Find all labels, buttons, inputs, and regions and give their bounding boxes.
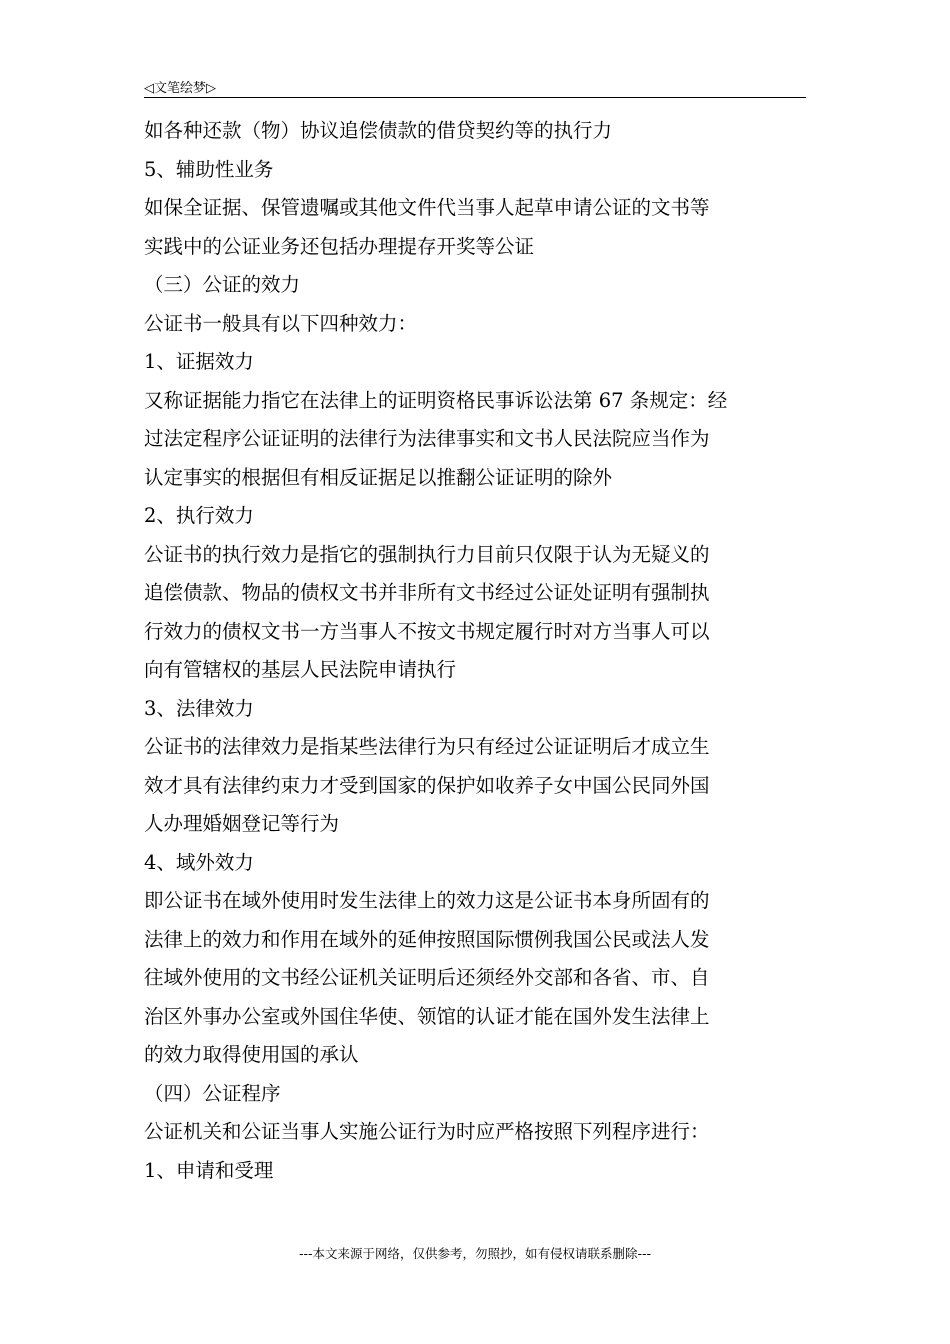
section-heading: 2、执行效力 — [144, 504, 254, 527]
text-line: 即公证书在域外使用时发生法律上的效力这是公证书本身所固有的 — [144, 889, 710, 912]
text-line: 如各种还款（物）协议追偿债款的借贷契约等的执行力 — [144, 119, 613, 142]
text-line: 如保全证据、保管遗嘱或其他文件代当事人起草申请公证的文书等 — [144, 196, 710, 219]
text-line: 人办理婚姻登记等行为 — [144, 812, 340, 835]
text-line: 又称证据能力指它在法律上的证明资格民事诉讼法第 67 条规定：经 — [144, 388, 728, 412]
section-heading: 5、辅助性业务 — [144, 157, 274, 181]
text-line: 实践中的公证业务还包括办理提存开奖等公证 — [144, 234, 535, 258]
text-line: 过法定程序公证证明的法律行为法律事实和文书人民法院应当作为 — [144, 427, 710, 450]
section-heading: 4、域外效力 — [144, 850, 254, 874]
page-footer: ---本文来源于网络，仅供参考，勿照抄，如有侵权请联系删除--- — [298, 1246, 652, 1261]
section-heading: 1、证据效力 — [144, 350, 254, 373]
text-line: 公证书一般具有以下四种效力： — [144, 311, 418, 335]
text-line: 追偿债款、物品的债权文书并非所有文书经过公证处证明有强制执 — [144, 581, 710, 604]
text-line: 公证书的执行效力是指它的强制执行力目前只仅限于认为无疑义的 — [144, 542, 710, 566]
header-rule — [144, 97, 806, 98]
text-line: 往域外使用的文书经公证机关证明后还须经外交部和各省、市、自 — [144, 966, 710, 989]
text-line: 公证书的法律效力是指某些法律行为只有经过公证证明后才成立生 — [144, 735, 710, 758]
text-line: 的效力取得使用国的承认 — [144, 1043, 359, 1066]
section-heading: （四）公证程序 — [144, 1081, 281, 1105]
text-line: 效才具有法律约束力才受到国家的保护如收养子女中国公民同外国 — [144, 773, 710, 797]
text-line: 法律上的效力和作用在域外的延伸按照国际惯例我国公民或法人发 — [144, 927, 710, 951]
page-header — [144, 74, 806, 98]
text-line: 治区外事办公室或外国住华使、领馆的认证才能在国外发生法律上 — [144, 1004, 710, 1028]
header-brand: ◁文笔绘梦▷ — [144, 81, 216, 96]
text-line: 向有管辖权的基层人民法院申请执行 — [144, 658, 457, 681]
section-heading: 3、法律效力 — [144, 696, 254, 720]
document-body — [144, 112, 806, 1190]
text-line: 认定事实的根据但有相反证据足以推翻公证证明的除外 — [144, 465, 613, 489]
section-heading: 1、申请和受理 — [144, 1158, 274, 1182]
text-line: 公证机关和公证当事人实施公证行为时应严格按照下列程序进行： — [144, 1120, 710, 1143]
section-heading: （三）公证的效力 — [144, 273, 301, 296]
text-line: 行效力的债权文书一方当事人不按文书规定履行时对方当事人可以 — [144, 619, 710, 643]
